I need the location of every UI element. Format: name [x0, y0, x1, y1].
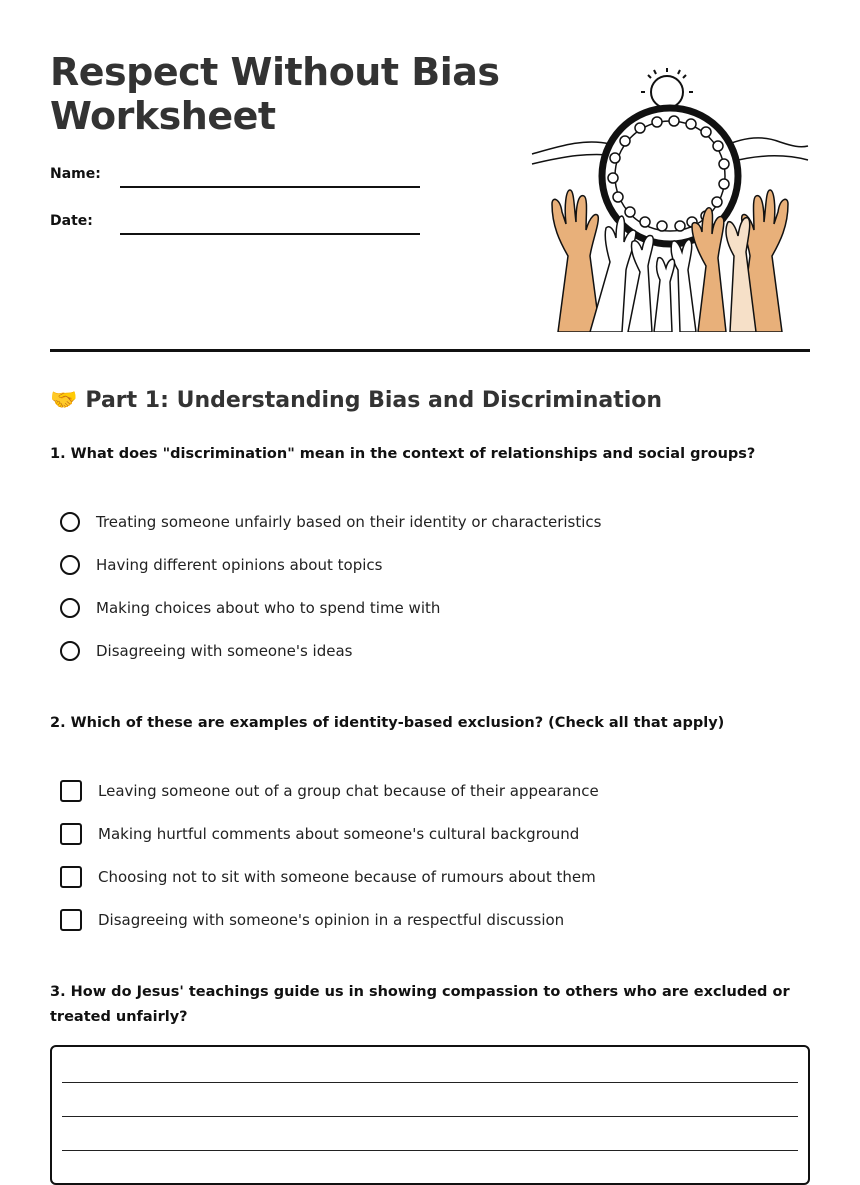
- option-label: Making choices about who to spend time with: [96, 599, 441, 617]
- header-divider: [50, 349, 810, 352]
- name-label: Name:: [50, 166, 101, 182]
- answer-line[interactable]: [62, 1082, 798, 1083]
- q1-option-1[interactable]: [60, 509, 601, 535]
- handshake-icon: 🤝: [50, 388, 78, 413]
- radio-button[interactable]: [60, 512, 80, 532]
- radio-button[interactable]: [60, 555, 80, 575]
- name-line[interactable]: [120, 186, 420, 188]
- option-label: Choosing not to sit with someone because of rumours about them: [98, 868, 596, 886]
- date-label: Date:: [50, 213, 93, 229]
- option-label: Disagreeing with someone's opinion in a respectful discussion: [98, 911, 565, 929]
- option-label: Disagreeing with someone's ideas: [96, 642, 353, 660]
- checkbox[interactable]: [60, 909, 82, 931]
- q1-option-2[interactable]: [60, 552, 382, 578]
- name-field[interactable]: [50, 166, 430, 196]
- checkbox[interactable]: [60, 780, 82, 802]
- q2-option-2[interactable]: [60, 821, 579, 847]
- answer-line[interactable]: [62, 1116, 798, 1117]
- date-field[interactable]: [50, 213, 430, 243]
- option-label: Leaving someone out of a group chat because of their appearance: [98, 782, 599, 800]
- checkbox[interactable]: [60, 866, 82, 888]
- checkbox[interactable]: [60, 823, 82, 845]
- q2-option-3[interactable]: [60, 864, 596, 890]
- hands-raising-circle-of-people-icon: [530, 66, 810, 332]
- worksheet-title: Respect Without Bias Worksheet: [50, 50, 500, 138]
- question-1: 1. What does "discrimination" mean in the context of relationships and social groups?: [50, 446, 756, 462]
- option-label: Treating someone unfairly based on their identity or characteristics: [96, 513, 602, 531]
- q1-option-3[interactable]: [60, 595, 440, 621]
- q2-option-4[interactable]: [60, 907, 564, 933]
- question-3: 3. How do Jesus' teachings guide us in showing compassion to others who are excluded or treated unfairly?: [50, 984, 790, 1025]
- q2-option-1[interactable]: [60, 778, 599, 804]
- date-line[interactable]: [120, 233, 420, 235]
- answer-line[interactable]: [62, 1150, 798, 1151]
- radio-button[interactable]: [60, 641, 80, 661]
- question-3-answer-box[interactable]: [50, 1045, 810, 1185]
- part1-heading: 🤝 Part 1: Understanding Bias and Discrimination: [50, 388, 663, 413]
- option-label: Making hurtful comments about someone's cultural background: [98, 825, 580, 843]
- question-2: 2. Which of these are examples of identity-based exclusion? (Check all that apply): [50, 715, 725, 731]
- option-label: Having different opinions about topics: [96, 556, 383, 574]
- radio-button[interactable]: [60, 598, 80, 618]
- q1-option-4[interactable]: [60, 638, 352, 664]
